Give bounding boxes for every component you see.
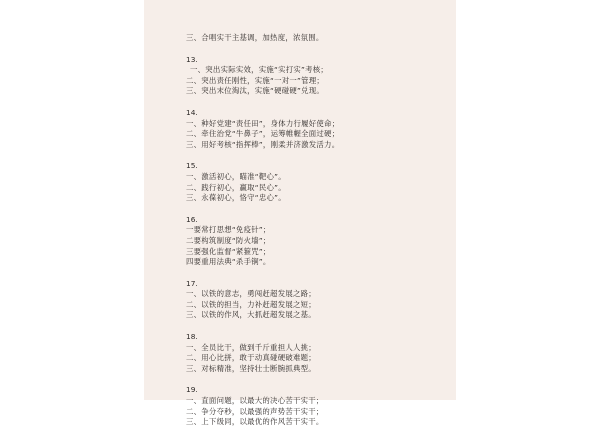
document-content [186, 33, 448, 428]
text-line: 三、对标精准，坚持壮士断腕抓典型。 [186, 363, 316, 373]
section-6 [186, 279, 448, 321]
section-5 [186, 215, 448, 268]
text-line: 一、激活初心，瞄准“靶心”。 [186, 171, 286, 181]
text-line: 一、种好党建“责任田”，身体力行履好使命； [186, 118, 340, 128]
section-number: 18. [186, 332, 198, 342]
section-8 [186, 385, 448, 427]
section-7 [186, 332, 448, 374]
text-line: 一要常打思想“免疫针”； [186, 225, 271, 235]
text-line: 二、牵住治党“牛鼻子”，运筹帷幄全面过硬； [186, 129, 340, 139]
text-line: 二、争分夺秒，以最强的声势苦干实干； [186, 406, 324, 416]
text-line: 一、全员比干，做到千斤重担人人挑； [186, 342, 316, 352]
text-line: 二、以铁的担当，力补赶超发展之短； [186, 299, 316, 309]
text-line: 二、践行初心，赢取“民心”。 [186, 182, 286, 192]
section-number: 16. [186, 214, 198, 224]
text-line: 二要构筑制度“防火墙”； [186, 235, 271, 245]
text-line: 一、以铁的意志，勇闯赶超发展之路； [186, 289, 316, 299]
text-line: 三、上下级同，以最优的作风苦干实干。 [186, 417, 324, 427]
section-number: 19. [186, 385, 198, 395]
section-2 [186, 55, 448, 97]
document-page [144, 0, 456, 427]
text-line: 二、用心比拼，敢于动真碰硬破难题； [186, 353, 316, 363]
text-line: 三要强化监督“紧箍咒”； [186, 246, 271, 256]
section-number: 14. [186, 107, 198, 117]
text-line: 一、直面问题，以最大的决心苦干实干； [186, 396, 324, 406]
text-line: 三、合唱实干主基调，加热度，浓氛围。 [186, 33, 324, 42]
text-line: 四要重用法典“杀手锏”。 [186, 257, 271, 267]
text-line: 三、以铁的作风，大抓赶超发展之基。 [186, 310, 316, 320]
text-line: 三、永葆初心，恪守“忠心”。 [186, 193, 286, 203]
text-line: 一、突出实际实效，实施“实打实”考核； [190, 65, 329, 75]
section-number: 13. [186, 54, 198, 64]
section-number: 17. [186, 278, 198, 288]
section-3 [186, 108, 448, 150]
text-line: 三、突出末位淘汰，实施“硬碰硬”兑现。 [186, 86, 325, 96]
text-line: 三、用好考核“指挥棒”，刚柔并济激发活力。 [186, 139, 340, 149]
section-1 [186, 33, 448, 44]
section-number: 15. [186, 161, 198, 171]
section-4 [186, 161, 448, 203]
text-line: 二、突出责任刚性，实施“一对一”管理； [186, 75, 325, 85]
